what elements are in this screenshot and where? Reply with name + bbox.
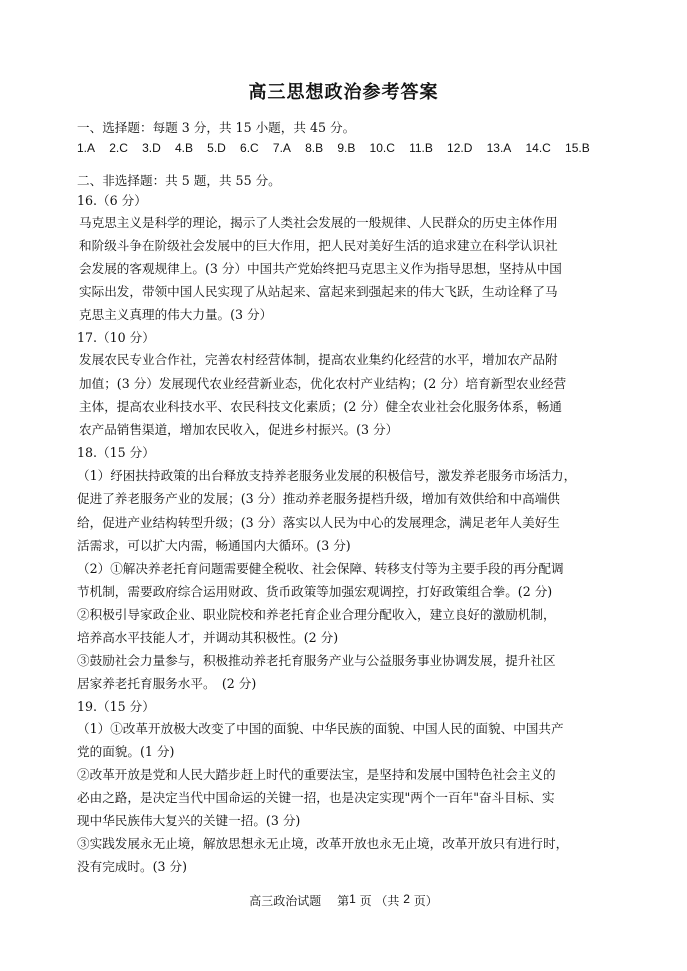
answer-line: ②改革开放是党和人民大踏步赶上时代的重要法宝，是坚持和发展中国特色社会主义的 bbox=[77, 767, 556, 782]
section2-heading: 二、非选择题：共 5 题，共 55 分。 bbox=[77, 173, 281, 188]
footer-page-number: 1 bbox=[349, 892, 356, 906]
answer-line: 居家养老托育服务水平。 (2 分) bbox=[77, 676, 257, 691]
answer-line: 加值；(3 分）发展现代农业经营新业态，优化农村产业结构；(2 分）培育新型农业经营 bbox=[79, 376, 567, 391]
answer-line: 没有完成时。(3 分) bbox=[77, 859, 187, 874]
answer-line: 发展农民专业合作社，完善农村经营体制，提高农业集约化经营的水平，增加农产品附 bbox=[79, 352, 558, 367]
answer-line: 19.（15 分） bbox=[77, 699, 155, 714]
footer-prefix: 高三政治试题 第 bbox=[249, 894, 350, 908]
answer-item: 12.D bbox=[447, 141, 473, 155]
answer-item: 1.A bbox=[77, 141, 96, 155]
section1-heading: 一、选择题：每题 3 分，共 15 小题，共 45 分。 bbox=[77, 120, 356, 135]
answer-line: 16.（6 分） bbox=[77, 193, 147, 208]
answer-item: 2.C bbox=[109, 141, 128, 155]
answer-line: （2）①解决养老托育问题需要健全税收、社会保障、转移支付等为主要手段的再分配调 bbox=[77, 561, 564, 576]
answer-item: 4.B bbox=[174, 141, 193, 155]
answer-line: ②积极引导家政企业、职业院校和养老托育企业合理分配收入，建立良好的激励机制， bbox=[77, 607, 556, 622]
answer-item: 8.B bbox=[305, 141, 324, 155]
answer-line: 17.（10 分） bbox=[77, 330, 155, 345]
answer-line: 克思主义真理的伟大力量。(3 分） bbox=[79, 307, 273, 322]
answer-line: 和阶级斗争在阶级社会发展中的巨大作用，把人民对美好生活的追求建立在科学认识社 bbox=[79, 238, 558, 253]
answer-item: 3.D bbox=[142, 141, 161, 155]
answer-line: 活需求，可以扩大内需，畅通国内大循环。(3 分) bbox=[77, 538, 351, 553]
answer-line: 节机制，需要政府综合运用财政、货币政策等加强宏观调控，打好政策组合拳。(2 分) bbox=[77, 584, 553, 599]
answer-line: ③鼓励社会力量参与，积极推动养老托育服务产业与公益服务事业协调发展，提升社区 bbox=[77, 653, 556, 668]
answer-line: 农产品销售渠道，增加农民收入，促进乡村振兴。(3 分） bbox=[79, 422, 399, 437]
answer-item: 11.B bbox=[409, 141, 433, 155]
page-title: 高三思想政治参考答案 bbox=[248, 82, 439, 103]
footer-suffix: 页） bbox=[409, 894, 438, 908]
answer-line: （1）①改革开放极大改变了中国的面貌、中华民族的面貌、中国人民的面貌、中国共产 bbox=[77, 721, 564, 736]
answer-line: 实际出发，带领中国人民实现了从站起来、富起来到强起来的伟大飞跃，生动诠释了马 bbox=[79, 284, 558, 299]
answer-line: 马克思主义是科学的理论，揭示了人类社会发展的一般规律、人民群众的历史主体作用 bbox=[79, 215, 558, 230]
answer-line: 会发展的客观规律上。(3 分）中国共产党始终把马克思主义作为指导思想，坚持从中国 bbox=[79, 261, 562, 276]
answer-item: 9.B bbox=[337, 141, 356, 155]
answer-line: 促进了养老服务产业的发展；(3 分）推动养老服务提档升级，增加有效供给和中高端供 bbox=[77, 491, 560, 506]
answer-key-row bbox=[77, 141, 604, 155]
answer-line: 党的面貌。(1 分) bbox=[77, 744, 175, 759]
answer-line: 给，促进产业结构转型升级；(3 分）落实以人民为中心的发展理念，满足老年人美好生 bbox=[77, 515, 560, 530]
answer-item: 15.B bbox=[565, 141, 590, 155]
answer-item: 7.A bbox=[272, 141, 291, 155]
answer-line: 培养高水平技能人才，并调动其积极性。(2 分) bbox=[77, 630, 339, 645]
answer-item: 10.C bbox=[369, 141, 395, 155]
footer-total-pages: 2 bbox=[403, 892, 410, 906]
answer-item: 6.C bbox=[240, 141, 259, 155]
answer-item: 13.A bbox=[486, 141, 512, 155]
answer-line: 18.（15 分） bbox=[77, 445, 155, 460]
answer-line: 必由之路，是决定当代中国命运的关键一招，也是决定实现"两个一百年"奋斗目标、实 bbox=[77, 790, 555, 805]
footer-middle: 页 （共 bbox=[355, 894, 404, 908]
answer-item: 5.D bbox=[207, 141, 226, 155]
answer-line: （1）纾困扶持政策的出台释放支持养老服务业发展的积极信号，激发养老服务市场活力， bbox=[77, 468, 577, 483]
answer-item: 14.C bbox=[525, 141, 551, 155]
answer-line: 主体，提高农业科技水平、农民科技文化素质；(2 分）健全农业社会化服务体系，畅通 bbox=[79, 399, 562, 414]
page-footer bbox=[0, 892, 687, 909]
answer-line: 现中华民族伟大复兴的关键一招。(3 分) bbox=[77, 813, 301, 828]
answer-line: ③实践发展永无止境，解放思想永无止境，改革开放也永无止境，改革开放只有进行时， bbox=[77, 836, 569, 851]
